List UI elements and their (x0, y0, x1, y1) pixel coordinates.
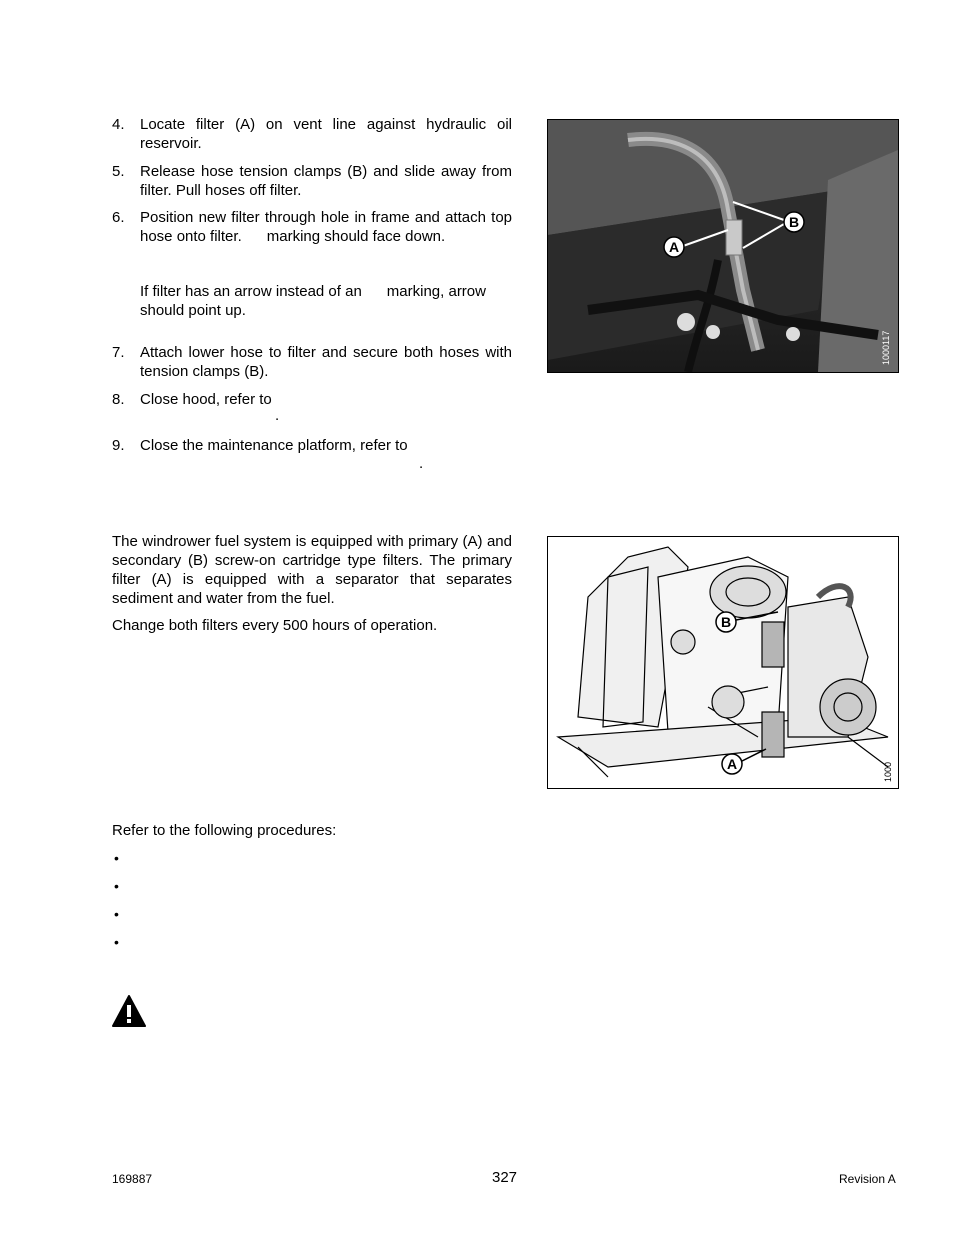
step-text: Release hose tension clamps (B) and slide away from filter. Pull hoses off filter. (140, 163, 512, 199)
step-number: 7. (112, 344, 125, 361)
figure-vent-filter (547, 119, 899, 373)
step-number: 8. (112, 391, 125, 408)
change-interval-paragraph: Change both filters every 500 hours of operation. (112, 617, 438, 634)
page-number: 327 (492, 1169, 518, 1186)
step-text: Position new filter through hole in frame and attach top hose onto filter. marking should face down. (140, 209, 517, 245)
step-9 (112, 436, 512, 455)
step-9-period: . (419, 455, 424, 472)
bullet-1: • (114, 850, 119, 866)
step-8-period: . (275, 407, 280, 424)
figure-id: 1000 (883, 761, 893, 782)
step-8 (112, 390, 512, 409)
bullet-2: • (114, 878, 119, 894)
step-text: Locate filter (A) on vent line against hydraulic oil reservoir. (140, 116, 512, 152)
step-number: 4. (112, 116, 125, 133)
step-number: 6. (112, 209, 125, 226)
step-5 (112, 162, 512, 200)
step-number: 9. (112, 437, 125, 454)
step-text: Close the maintenance platform, refer to (140, 437, 408, 454)
revision-label: Revision A (839, 1172, 896, 1186)
callout-b-label: B (720, 614, 732, 630)
warning-triangle-icon (111, 994, 147, 1028)
engine-drawing (548, 537, 898, 788)
step-number: 5. (112, 163, 125, 180)
callout-b-label: B (788, 214, 800, 230)
procedures-intro: Refer to the following procedures: (112, 822, 337, 839)
callout-a-label: A (668, 239, 680, 255)
step-6 (112, 208, 517, 246)
step-4 (112, 115, 512, 153)
step-text: Attach lower hose to filter and secure both hoses with tension clamps (B). (140, 344, 512, 380)
step-text: Close hood, refer to (140, 391, 272, 408)
document-number: 169887 (112, 1172, 153, 1186)
fuel-system-paragraph: The windrower fuel system is equipped with primary (A) and secondary (B) screw-on cartridge type filters. The primary filter (A) is equipped with a separator that separates sediment and water from the fuel. (112, 533, 512, 607)
callout-a-label: A (726, 756, 738, 772)
figure-fuel-filters (547, 536, 899, 789)
note-text: If filter has an arrow instead of an marking, arrow should point up. (140, 283, 491, 319)
vent-filter-photo (548, 120, 898, 372)
figure-id: 1000117 (881, 330, 891, 365)
bullet-4: • (114, 934, 119, 950)
step-7 (112, 343, 512, 381)
bullet-3: • (114, 906, 119, 922)
